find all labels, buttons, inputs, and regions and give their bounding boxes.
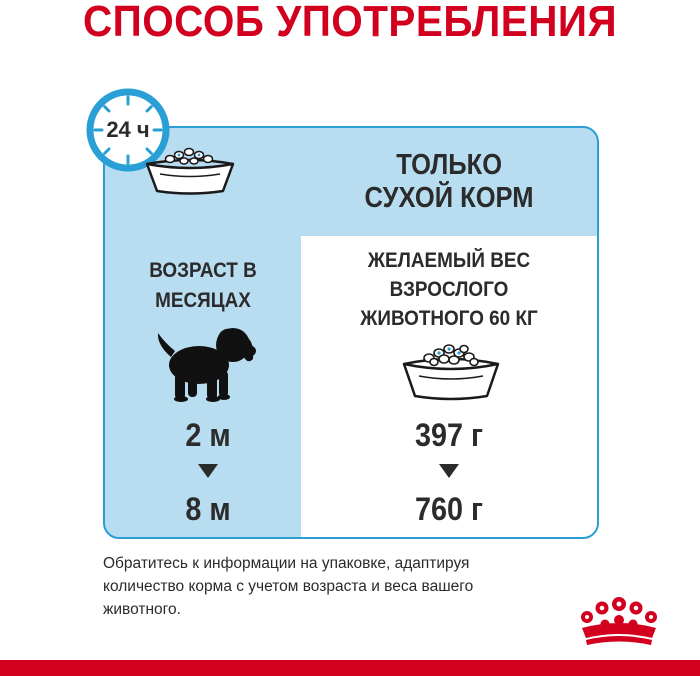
puppy-icon: [155, 325, 265, 403]
footnote: [103, 552, 583, 621]
weight-column: [301, 236, 597, 537]
footnote-line-3: животного.: [103, 601, 181, 618]
crown-logo-icon: [574, 594, 664, 650]
age-caption: [105, 256, 301, 316]
weight-caption-line-2: ВЗРОСЛОГО: [389, 278, 509, 301]
age-caption-line-1: ВОЗРАСТ В: [149, 259, 257, 282]
weight-from-value: 397 г: [414, 417, 484, 453]
dry-food-bowl-icon: [144, 146, 236, 196]
age-from-value: 2 м: [185, 417, 231, 453]
page-title: СПОСОБ УПОТРЕБЛЕНИЯ: [82, 0, 618, 46]
bottom-brand-bar: [0, 660, 700, 676]
weight-caption-line-3: ЖИВОТНОГО 60 КГ: [360, 307, 538, 330]
clock-label: 24 ч: [106, 117, 150, 142]
dry-food-line-1: ТОЛЬКО: [396, 149, 502, 181]
footnote-line-1: Обратитесь к информации на упаковке, адаптируя: [103, 555, 470, 572]
dry-food-header: [301, 128, 597, 236]
dry-food-line-2: СУХОЙ КОРМ: [364, 182, 534, 214]
footnote-line-2: количество корма с учетом возраста и веса вашего: [103, 578, 474, 595]
age-to-value: 8 м: [185, 491, 231, 527]
weight-arrow-down-icon: [439, 464, 459, 478]
age-caption-line-2: МЕСЯЦАХ: [155, 289, 251, 312]
food-bowl-icon: [401, 340, 501, 402]
weight-caption: [301, 246, 597, 333]
weight-to-value: 760 г: [414, 491, 484, 527]
age-arrow-down-icon: [198, 464, 218, 478]
weight-caption-line-1: ЖЕЛАЕМЫЙ ВЕС: [367, 249, 531, 272]
